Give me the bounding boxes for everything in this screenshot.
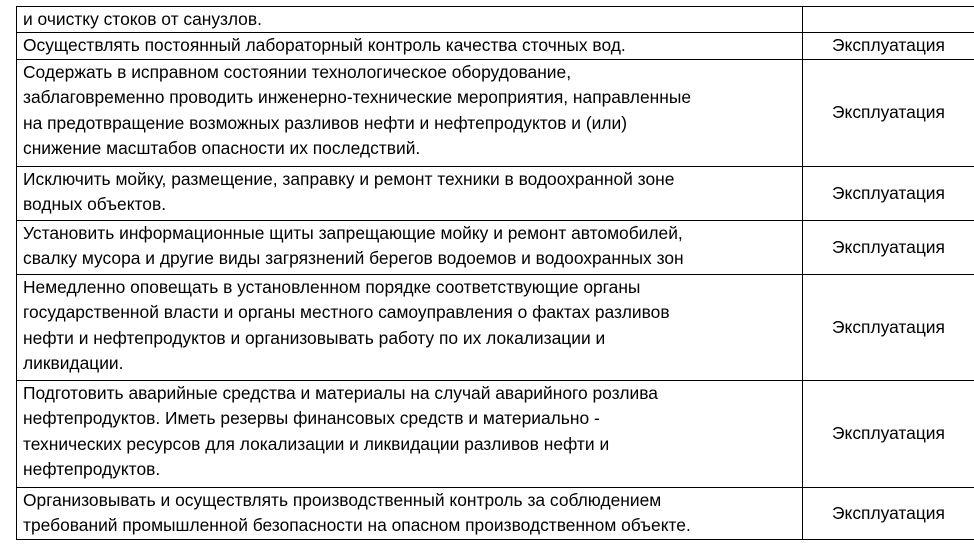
stage-cell	[803, 7, 974, 33]
table-row	[17, 7, 974, 33]
measure-cell	[17, 7, 803, 33]
measure-text-line: свалку мусора и другие виды загрязнений берегов водоемов и водоохранных зон	[23, 248, 684, 269]
stage-cell: Эксплуатация	[803, 220, 974, 274]
table-row	[17, 220, 974, 274]
measure-text-line: Установить информационные щиты запрещающие мойку и ремонт автомобилей,	[23, 222, 683, 243]
measure-text-line: Подготовить аварийные средства и материалы на случай аварийного розлива	[23, 382, 658, 403]
measure-text-line: водных объектов.	[23, 194, 167, 215]
stage-cell: Эксплуатация	[803, 33, 974, 59]
table-row	[17, 59, 974, 166]
stage-cell: Эксплуатация	[803, 59, 974, 166]
measure-cell	[17, 59, 803, 166]
measure-text-line: нефти и нефтепродуктов и организовывать работу по их локализации и	[23, 327, 606, 348]
measure-text-line: и очистку стоков от санузлов.	[23, 9, 262, 29]
measure-text-line: нефтепродуктов. Иметь резервы финансовых средств и материально -	[23, 408, 600, 429]
measure-text-line: Осуществлять постоянный лабораторный контроль качества сточных вод.	[23, 35, 626, 56]
measure-text-line: требований промышленной безопасности на опасном производственном объекте.	[23, 515, 691, 536]
measure-text-line: нефтепродуктов.	[23, 459, 161, 480]
measure-cell	[17, 487, 803, 539]
measure-text-line: Содержать в исправном состоянии технологическое оборудование,	[23, 61, 572, 82]
table-row	[17, 380, 974, 487]
table-row	[17, 166, 974, 220]
measure-text-line: Исключить мойку, размещение, заправку и ремонт техники в водоохранной зоне	[23, 168, 675, 189]
measure-cell	[17, 220, 803, 274]
measure-text-line: ликвидации.	[23, 353, 124, 374]
measure-text-line: государственной власти и органы местного самоуправления о фактах разливов	[23, 302, 670, 323]
measure-text-line: заблаговременно проводить инженерно-технические мероприятия, направленные	[23, 87, 692, 108]
measure-text-line: Организовывать и осуществлять производственный контроль за соблюдением	[23, 489, 662, 510]
stage-cell: Эксплуатация	[803, 166, 974, 220]
measure-cell	[17, 274, 803, 380]
measure-text-line: технических ресурсов для локализации и ликвидации разливов нефти и	[23, 433, 610, 454]
stage-cell: Эксплуатация	[803, 380, 974, 487]
measure-text-line: Немедленно оповещать в установленном порядке соответствующие органы	[23, 276, 641, 297]
table-row	[17, 274, 974, 380]
measure-cell	[17, 166, 803, 220]
table-row	[17, 487, 974, 539]
measures-table	[16, 6, 974, 540]
table-row	[17, 33, 974, 59]
stage-cell: Эксплуатация	[803, 274, 974, 380]
measure-cell	[17, 33, 803, 59]
measure-text-line: снижение масштабов опасности их последствий.	[23, 138, 421, 159]
measure-cell	[17, 380, 803, 487]
measure-text-line: на предотвращение возможных разливов нефти и нефтепродуктов и (или)	[23, 112, 627, 133]
stage-cell: Эксплуатация	[803, 487, 974, 539]
